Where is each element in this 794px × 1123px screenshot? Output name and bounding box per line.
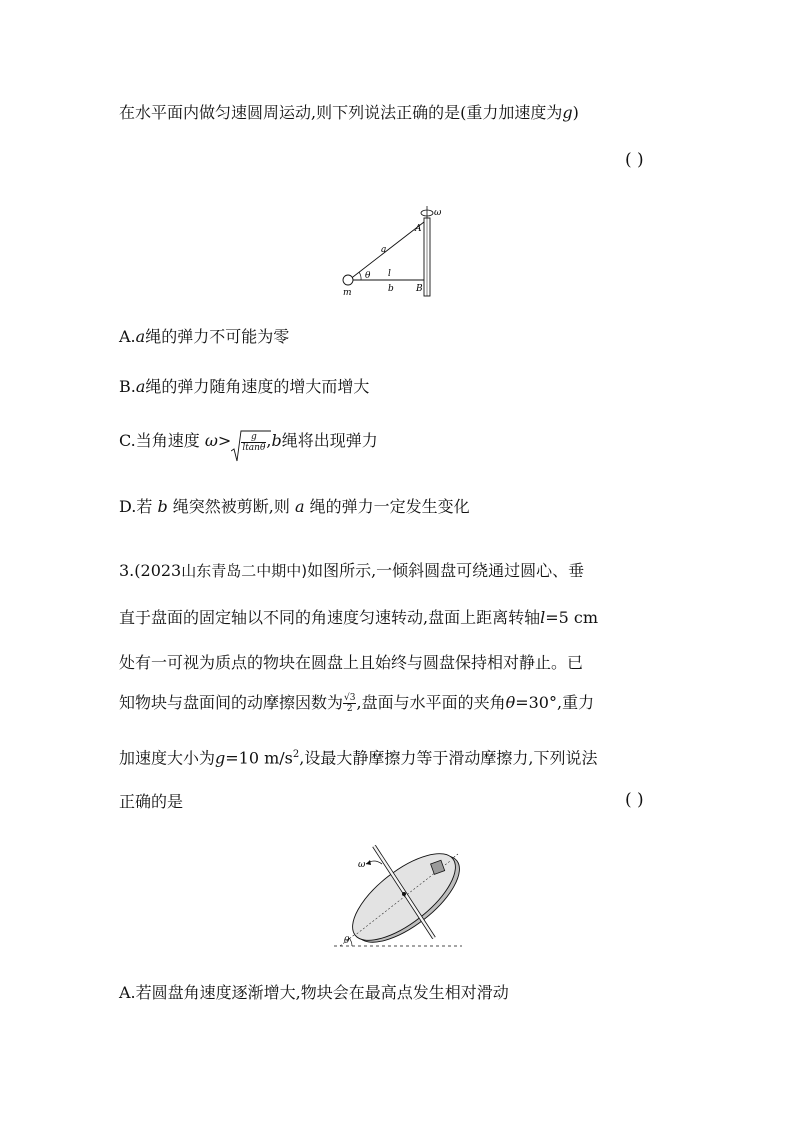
q2-option-c: C.当角速度 ω> $\frac{g}{ltan\theta}$ ,b绳将出现弹力 — [119, 430, 378, 453]
sqrt-expression: $\frac{g}{ltan\theta}$ — [231, 431, 266, 453]
q3-line4: 知物块与盘面间的动摩擦因数为 $\frac{√3}{2}$ ,盘面与水平面的夹角θ=30°,重力 — [119, 693, 595, 714]
point-a-label: A — [415, 224, 422, 234]
omega-label: ω — [434, 208, 442, 218]
q2-figure — [335, 200, 455, 300]
theta-label: θ — [344, 936, 350, 946]
q3-line3: 处有一可视为质点的物块在圆盘上且始终与圆盘保持相对静止。已 — [119, 653, 584, 672]
q2-answer-paren: ( ) — [625, 150, 644, 170]
string-b-label: b — [388, 284, 394, 294]
q3-option-a: A.若圆盘角速度逐渐增大,物块会在最高点发生相对滑动 — [119, 983, 509, 1002]
q3-line6: 正确的是 — [119, 792, 184, 811]
disk-top — [339, 842, 469, 954]
q2-stem: 在水平面内做匀速圆周运动,则下列说法正确的是(重力加速度为g) — [119, 103, 579, 122]
q2-option-a: A.a绳的弹力不可能为零 — [119, 327, 290, 346]
q3-line2: 直于盘面的固定轴以不同的角速度匀速转动,盘面上距离转轴l=5 cm — [119, 608, 599, 627]
q3-source: 山东青岛二中期中) — [181, 562, 308, 580]
q3-answer-paren: ( ) — [625, 790, 644, 810]
mass-m-label: m — [343, 288, 352, 298]
q2-option-d: D.若 b 绳突然被剪断,则 a 绳的弹力一定发生变化 — [119, 497, 470, 516]
ball-m — [343, 275, 353, 285]
omega-label: ω — [358, 860, 366, 870]
point-b-label: B — [416, 284, 423, 294]
q2-option-b: B.a绳的弹力随角速度的增大而增大 — [119, 377, 370, 396]
theta-label: θ — [365, 271, 371, 281]
string-a — [349, 222, 424, 280]
q3-figure — [330, 842, 470, 954]
string-a-label: a — [381, 245, 387, 255]
q3-line5: 加速度大小为g=10 $m/s^2$,设最大静摩擦力等于滑动摩擦力,下列说法 — [119, 748, 598, 768]
q3-line1: 3.(2023山东青岛二中期中)如图所示,一倾斜圆盘可绕通过圆心、垂 — [119, 561, 585, 580]
length-l-label: l — [388, 269, 391, 279]
